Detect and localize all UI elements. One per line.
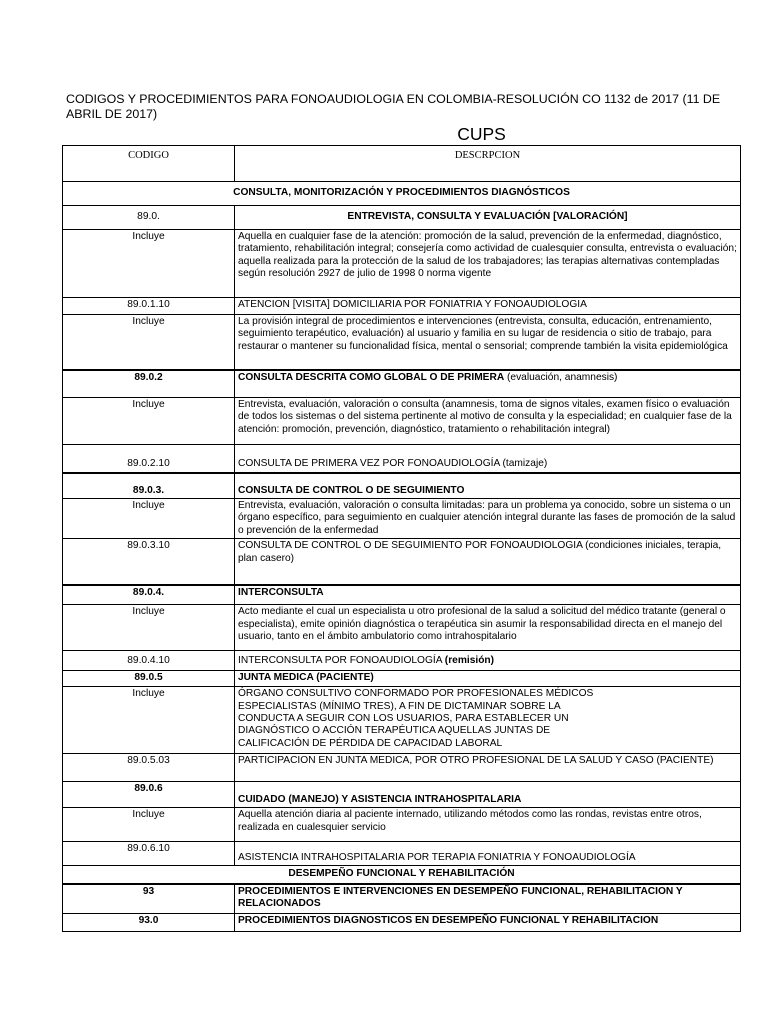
row-description: PARTICIPACION EN JUNTA MEDICA, POR OTRO PROFESIONAL DE LA SALUD Y CASO (PACIENTE) [235, 754, 741, 782]
row-description: PROCEDIMIENTOS E INTERVENCIONES EN DESEMPEÑO FUNCIONAL, REHABILITACION Y RELACIONADOS [235, 884, 741, 914]
row-description: Aquella atención diaria al paciente internado, utilizando métodos como las rondas, revistas entre otros, realizada en cualesquier servicio [235, 808, 741, 842]
row-description: ENTREVISTA, CONSULTA Y EVALUACIÓN [VALORACIÓN] [235, 206, 741, 230]
table-row [63, 808, 741, 842]
row-description: Entrevista, evaluación, valoración o consulta limitadas: para un problema ya conocido, sobre un sistema o un órgano específico, para seguimiento en cualquier atención integral durante las fases de promoción de la salud o prevención de la enfermedad [235, 499, 741, 539]
row-code: 89.0.2 [63, 370, 235, 398]
row-description: PROCEDIMIENTOS DIAGNOSTICOS EN DESEMPEÑO FUNCIONAL Y REHABILITACION [235, 914, 741, 932]
row-code: 89.0.5 [63, 671, 235, 687]
description-line: ESPECIALISTAS (MÍNIMO TRES), A FIN DE DICTAMINAR SOBRE LA [238, 700, 561, 712]
document-title: CODIGOS Y PROCEDIMIENTOS PARA FONOAUDIOLOGIA EN COLOMBIA-RESOLUCIÓN CO 1132 de 2017 (11 DE ABRIL DE 2017) [66, 92, 721, 121]
row-code: Incluye [63, 398, 235, 445]
row-description-plain: INTERCONSULTA POR FONOAUDIOLOGÍA [238, 654, 445, 666]
row-code: 89.0.4.10 [63, 651, 235, 671]
table-header-row [63, 146, 741, 182]
row-description: Entrevista, evaluación, valoración o consulta (anamnesis, toma de signos vitales, examen físico o evaluación de todos los sistemas o del sistema pertinente al motivo de consulta y la especialidad; en cualquier fase de la atención: promoción, prevención, diagnóstico, tratamiento o rehabilitación integral) [235, 398, 741, 445]
row-code: 89.0.3.10 [63, 539, 235, 585]
document-subtitle: CUPS [457, 124, 506, 144]
row-code: Incluye [63, 808, 235, 842]
row-description-rest: (evaluación, anamnesis) [504, 371, 618, 383]
table-row [63, 884, 741, 914]
row-code: 89.0.2.10 [63, 445, 235, 473]
row-description: CONSULTA DE PRIMERA VEZ POR FONOAUDIOLOGÍA (tamizaje) [235, 445, 741, 473]
table-row [63, 605, 741, 651]
table-row [63, 398, 741, 445]
table-row [63, 687, 741, 754]
row-code: 89.0. [63, 206, 235, 230]
row-code: 89.0.1.10 [63, 298, 235, 315]
row-code: 89.0.6 [63, 782, 235, 808]
section-row [63, 182, 741, 206]
description-line: CALIFICACIÓN DE PÉRDIDA DE CAPACIDAD LABORAL [238, 737, 503, 749]
row-description: ASISTENCIA INTRAHOSPITALARIA POR TERAPIA FONIATRIA Y FONOAUDIOLOGÍA [235, 842, 741, 866]
row-code: 89.0.5.03 [63, 754, 235, 782]
table-row [63, 782, 741, 808]
row-description [235, 687, 741, 754]
row-code: 89.0.3. [63, 473, 235, 499]
description-line: DIAGNÓSTICO O ACCIÓN TERAPÉUTICA AQUELLAS JUNTAS DE [238, 725, 551, 737]
header-code: CODIGO [63, 146, 235, 182]
row-description: Acto mediante el cual un especialista u otro profesional de la salud a solicitud del médico tratante (general o especialista), emite opinión diagnóstica o terapéutica sin asumir la responsabilidad directa en el manejo del usuario, tanto en el ámbito ambulatorio como intrahospitalario [235, 605, 741, 651]
row-code: 89.0.4. [63, 585, 235, 605]
row-code: Incluye [63, 230, 235, 298]
description-line: CONDUCTA A SEGUIR CON LOS USUARIOS, PARA ESTABLECER UN [238, 713, 569, 725]
row-code: Incluye [63, 605, 235, 651]
table-row [63, 539, 741, 585]
section-row [63, 866, 741, 884]
row-code: Incluye [63, 687, 235, 754]
table-row [63, 842, 741, 866]
row-description: JUNTA MEDICA (PACIENTE) [235, 671, 741, 687]
table-row [63, 445, 741, 473]
section-consulta: CONSULTA, MONITORIZACIÓN Y PROCEDIMIENTOS DIAGNÓSTICOS [63, 182, 741, 206]
table-row [63, 651, 741, 671]
row-description: CONSULTA DE CONTROL O DE SEGUIMIENTO POR FONOAUDIOLOGIA (condiciones iniciales, terapia, plan casero) [235, 539, 741, 585]
row-description: Aquella en cualquier fase de la atención: promoción de la salud, prevención de la enfermedad, diagnóstico, tratamiento, rehabilitación integral; consejería como actividad de cualesquier consulta, entrevista o evaluación; aquella realizada para la protección de la salud de los trabajadores; las terapias alternativas contempladas según resolución 2927 de julio de 1998 0 norma vigente [235, 230, 741, 298]
header-description: DESCRPCION [235, 146, 741, 182]
row-description-bold: (remisión) [444, 654, 495, 666]
table-row [63, 315, 741, 370]
cups-table [62, 145, 741, 932]
row-description: ATENCION [VISITA] DOMICILIARIA POR FONIATRIA Y FONOAUDIOLOGIA [235, 298, 741, 315]
table-row [63, 206, 741, 230]
table-row [63, 914, 741, 932]
table-row [63, 298, 741, 315]
row-description-bold: CONSULTA DESCRITA COMO GLOBAL O DE PRIMERA [238, 371, 505, 383]
row-description: CUIDADO (MANEJO) Y ASISTENCIA INTRAHOSPITALARIA [235, 782, 741, 808]
table-row [63, 230, 741, 298]
row-code: Incluye [63, 499, 235, 539]
row-code: 89.0.6.10 [63, 842, 235, 866]
table-row [63, 754, 741, 782]
section-desempeno: DESEMPEÑO FUNCIONAL Y REHABILITACIÓN [63, 866, 741, 884]
row-description: CONSULTA DE CONTROL O DE SEGUIMIENTO [235, 473, 741, 499]
table-row [63, 671, 741, 687]
table-row [63, 473, 741, 499]
table-row [63, 585, 741, 605]
row-description [235, 651, 741, 671]
row-code: 93 [63, 884, 235, 914]
row-description: La provisión integral de procedimientos e intervenciones (entrevista, consulta, educación, entrenamiento, seguimiento terapéutico, evaluación) al usuario y familia en su lugar de residencia o sitio de trabajo, para restaurar o mantener su funcionalidad física, mental o sensorial; comprende también la visita epidemiológica [235, 315, 741, 370]
row-description [235, 370, 741, 398]
row-description: INTERCONSULTA [235, 585, 741, 605]
row-code: Incluye [63, 315, 235, 370]
description-line: ÓRGANO CONSULTIVO CONFORMADO POR PROFESIONALES MÉDICOS [238, 688, 594, 700]
table-row [63, 499, 741, 539]
row-code: 93.0 [63, 914, 235, 932]
table-row [63, 370, 741, 398]
